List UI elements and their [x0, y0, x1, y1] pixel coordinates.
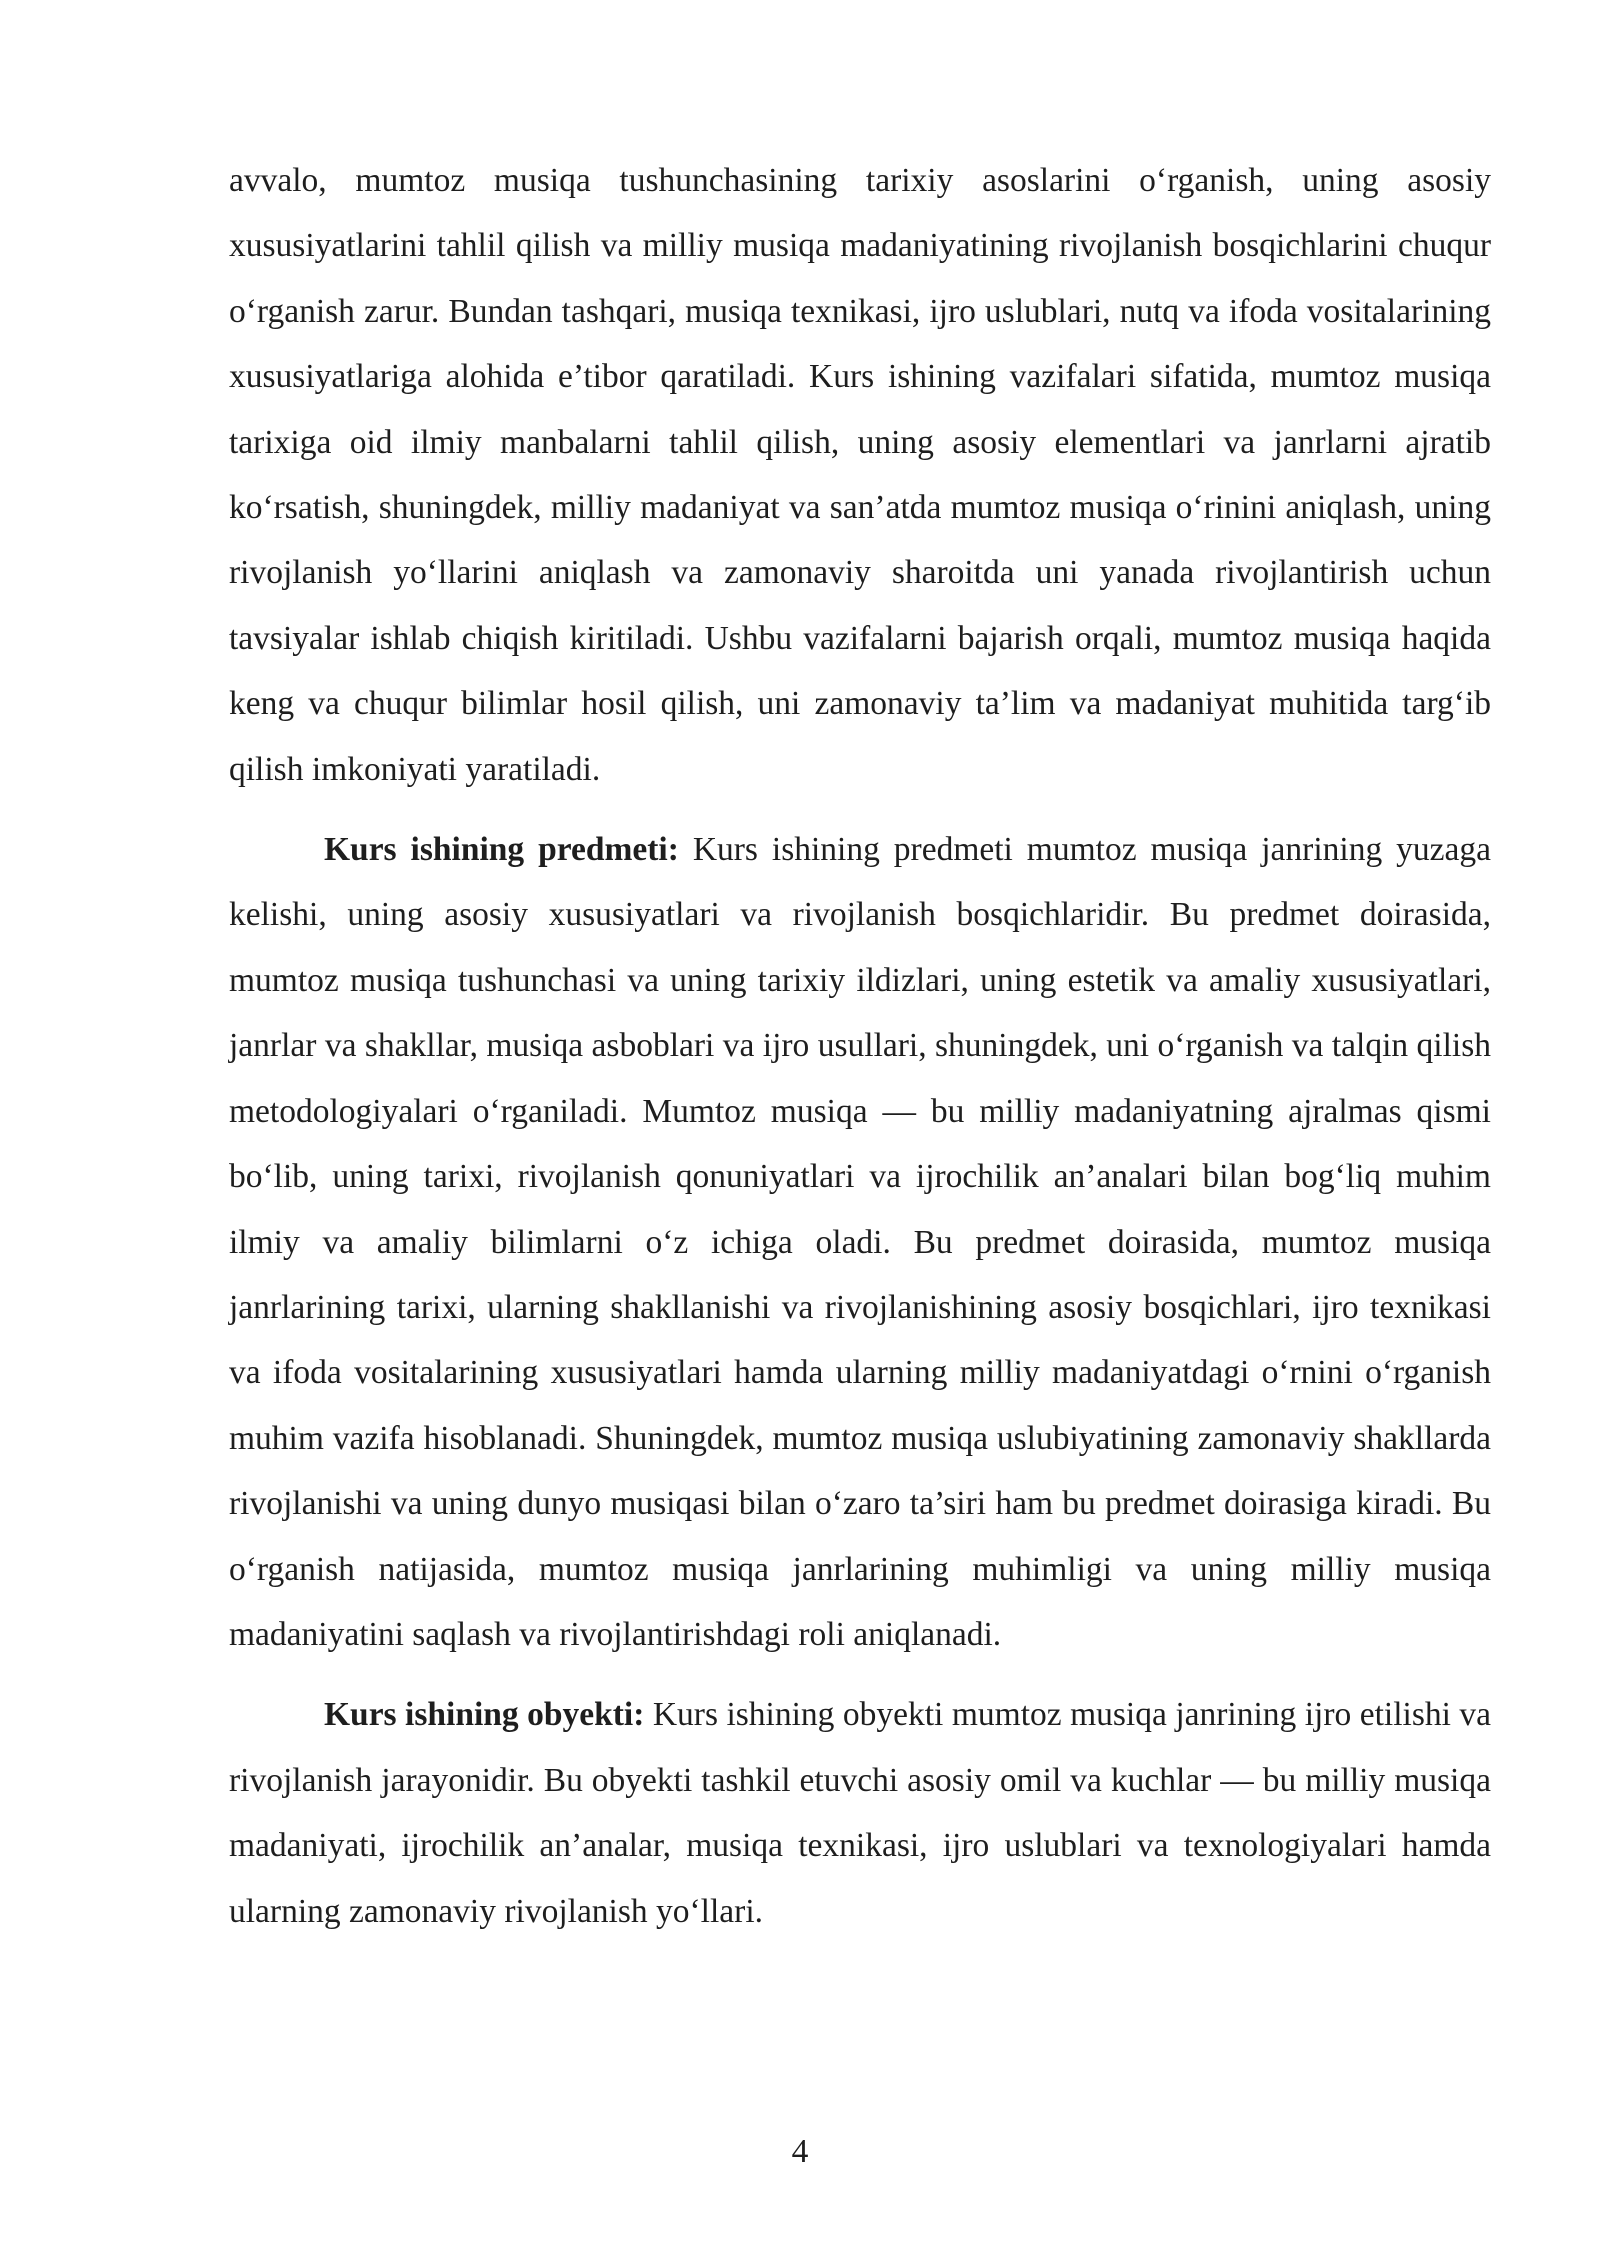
- paragraph-predmet: [229, 817, 1491, 1667]
- paragraph-intro: [229, 148, 1491, 802]
- paragraph-obyekti: [229, 1682, 1491, 1944]
- page-number: 4: [791, 2133, 809, 2170]
- text-body: [229, 148, 1491, 1944]
- paragraph-term: Kurs ishining obyekti:: [324, 1696, 645, 1734]
- paragraph-text: Kurs ishining predmeti mumtoz musiqa janrining yuzaga kelishi, uning asosiy xususiyatlari va rivojlanish bosqichlaridir. Bu predmet doirasida, mumtoz musiqa tushunchasi va uning tarixiy ildizlari, uning estetik va amaliy xususiyatlari, janrlar va shakllar, musiqa asboblari va ijro usullari, shuningdek, uni o‘rganish va talqin qilish metodologiyalari o‘rganiladi. Mumtoz musiqa — bu milliy madaniyatning ajralmas qismi bo‘lib, uning tarixi, rivojlanish qonuniyatlari va ijrochilik an’analari bilan bog‘liq muhim ilmiy va amaliy bilimlarni o‘z ichiga oladi. Bu predmet doirasida, mumtoz musiqa janrlarining tarixi, ularning shakllanishi va rivojlanishining asosiy bosqichlari, ijro texnikasi va ifoda vositalarining xususiyatlari hamda ularning milliy madaniyatdagi o‘rnini o‘rganish muhim vazifa hisoblanadi. Shuningdek, mumtoz musiqa uslubiyatining zamonaviy shakllarda rivojlanishi va uning dunyo musiqasi bilan o‘zaro ta’siri ham bu predmet doirasiga kiradi. Bu o‘rganish natijasida, mumtoz musiqa janrlarining muhimligi va uning milliy musiqa madaniyatini saqlash va rivojlantirishdagi roli aniqlanadi.: [229, 831, 1491, 1653]
- paragraph-text: avvalo, mumtoz musiqa tushunchasining tarixiy asoslarini o‘rganish, uning asosiy xususiyatlarini tahlil qilish va milliy musiqa madaniyatining rivojlanish bosqichlarini chuqur o‘rganish zarur. Bundan tashqari, musiqa texnikasi, ijro uslublari, nutq va ifoda vositalarining xususiyatlariga alohida e’tibor qaratiladi. Kurs ishining vazifalari sifatida, mumtoz musiqa tarixiga oid ilmiy manbalarni tahlil qilish, uning asosiy elementlari va janrlarni ajratib ko‘rsatish, shuningdek, milliy madaniyat va san’atda mumtoz musiqa o‘rinini aniqlash, uning rivojlanish yo‘llarini aniqlash va zamonaviy sharoitda uni yanada rivojlantirish uchun tavsiyalar ishlab chiqish kiritiladi. Ushbu vazifalarni bajarish orqali, mumtoz musiqa haqida keng va chuqur bilimlar hosil qilish, uni zamonaviy ta’lim va madaniyat muhitida targ‘ib qilish imkoniyati yaratiladi.: [229, 162, 1491, 788]
- paragraph-term: Kurs ishining predmeti:: [324, 831, 679, 869]
- paragraph-text: Kurs ishining obyekti mumtoz musiqa janrining ijro etilishi va rivojlanish jarayonidir. Bu obyekti tashkil etuvchi asosiy omil va kuchlar — bu milliy musiqa madaniyati, ijrochilik an’analar, musiqa texnikasi, ijro uslublari va texnologiyalari hamda ularning zamonaviy rivojlanish yo‘llari.: [229, 1696, 1492, 1930]
